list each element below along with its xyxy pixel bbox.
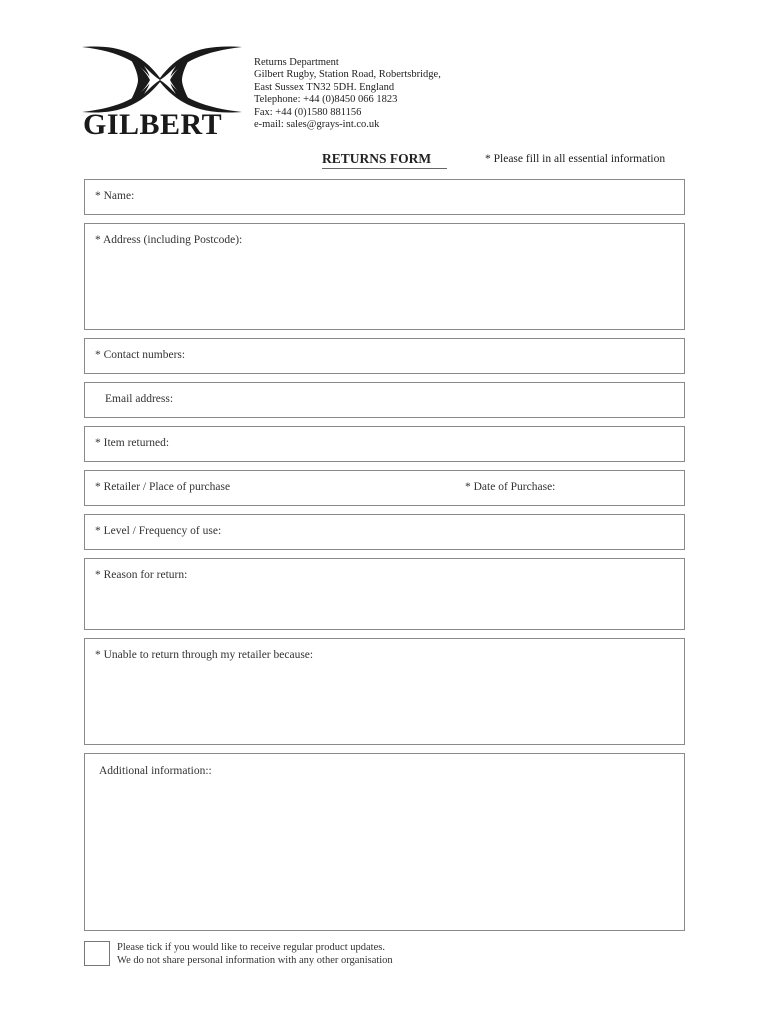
item-returned-field[interactable]	[84, 426, 685, 462]
updates-checkbox[interactable]	[84, 941, 110, 966]
email-field[interactable]	[84, 382, 685, 418]
form-title: RETURNS FORM	[322, 151, 447, 169]
address-line: Telephone: +44 (0)8450 066 1823	[254, 94, 398, 106]
retailer-label: * Retailer / Place of purchase	[95, 481, 231, 493]
name-field[interactable]	[84, 179, 685, 215]
reason-field[interactable]	[84, 558, 685, 630]
retailer-date-field[interactable]	[84, 470, 685, 506]
additional-info-label: Additional information::	[99, 765, 212, 777]
name-label: * Name:	[95, 190, 135, 202]
level-frequency-field[interactable]	[84, 514, 685, 550]
address-line: Gilbert Rugby, Station Road, Robertsbridge,	[254, 69, 441, 81]
additional-info-field[interactable]	[84, 753, 685, 931]
address-label: * Address (including Postcode):	[95, 234, 243, 246]
email-label: Email address:	[105, 393, 174, 405]
gilbert-logo	[80, 44, 245, 152]
reason-label: * Reason for return:	[95, 569, 188, 581]
unable-to-return-field[interactable]	[84, 638, 685, 745]
address-line: e-mail: sales@grays-int.co.uk	[254, 119, 380, 131]
address-line: Returns Department	[254, 57, 339, 68]
unable-to-return-label: * Unable to return through my retailer because:	[95, 649, 314, 661]
date-of-purchase-label: * Date of Purchase:	[465, 481, 556, 493]
level-frequency-label: * Level / Frequency of use:	[95, 525, 222, 537]
consent-line: Please tick if you would like to receive regular product updates.	[117, 942, 385, 953]
address-field[interactable]	[84, 223, 685, 330]
item-returned-label: * Item returned:	[95, 437, 170, 449]
gilbert-x-emblem-icon	[80, 44, 245, 114]
brand-wordmark: GILBERT	[83, 108, 223, 141]
essential-note: * Please fill in all essential information	[485, 153, 666, 165]
consent-text	[117, 941, 393, 967]
returns-address	[254, 57, 441, 131]
contact-numbers-label: * Contact numbers:	[95, 349, 186, 361]
address-line: Fax: +44 (0)1580 881156	[254, 106, 362, 118]
contact-numbers-field[interactable]	[84, 338, 685, 374]
consent-line: We do not share personal information with any other organisation	[117, 955, 393, 966]
address-line: East Sussex TN32 5DH. England	[254, 81, 395, 93]
